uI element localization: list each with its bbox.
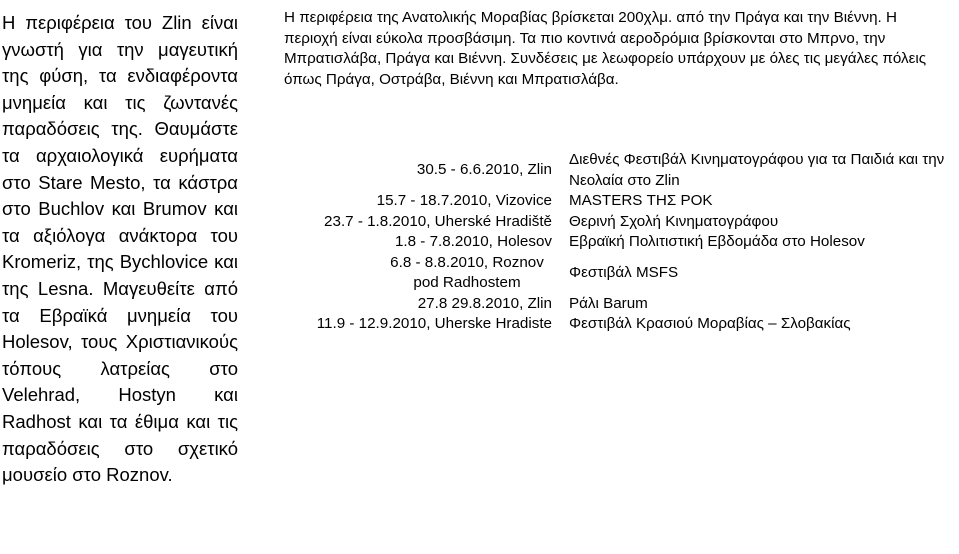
event-name: Θερινή Σχολή Κινηματογράφου bbox=[569, 212, 779, 230]
event-row bbox=[300, 253, 956, 294]
event-name: Εβραϊκή Πολιτιστική Εβδομάδα στο Holesov bbox=[569, 233, 865, 250]
event-row bbox=[300, 314, 956, 335]
event-date: 27.8 29.8.2010, Zlin bbox=[417, 294, 552, 312]
event-date: 1.8 - 7.8.2010, Holesov bbox=[394, 233, 552, 250]
event-name: Φεστιβάλ MSFS bbox=[569, 263, 679, 281]
event-date: 23.7 - 1.8.2010, Uherské Hradiště bbox=[324, 212, 552, 230]
event-date: 30.5 - 6.6.2010, Zlin bbox=[416, 161, 552, 179]
events-table bbox=[300, 150, 956, 335]
event-name: Φεστιβάλ Κρασιού Μοραβίας – Σλοβακίας bbox=[569, 315, 851, 332]
event-name: Διεθνές Φεστιβάλ Κινηματογράφου για τα Παιδιά και την Νεολαία στο Zlin bbox=[569, 151, 945, 189]
event-row bbox=[300, 232, 956, 253]
event-row bbox=[300, 212, 956, 233]
event-name: MASTERS ΤΗΣ ΡΟΚ bbox=[569, 192, 713, 209]
east-moravia-access-info: Η περιφέρεια της Ανατολικής Μοραβίας βρίσκεται 200χλμ. από την Πράγα και την Βιέννη. Η περιοχή είναι εύκολα προσβάσιμη. Τα πιο κοντινά αεροδρόμια βρίσκονται στο Μπρνο, την Μπρατισλάβα, Πράγα και Βιέννη. Συνδέσεις με λεωφορείο υπάρχουν με όλες τις μεγάλες πόλεις όπως Πράγα, Οστράβα, Βιέννη και Μπρατισλάβα. bbox=[284, 9, 927, 88]
event-row bbox=[300, 294, 956, 315]
zlin-region-description: Η περιφέρεια του Zlin είναι γνωστή για την μαγευτική της φύση, τα ενδιαφέροντα μνημεία και τις ζωντανές παραδόσεις της. Θαυμάστε τα αρχαιολογικά ευρήματα στο Stare Mesto, τα κάστρα στο Buchlov και Brumov και τα αξιόλογα ανάκτορα του Kromeriz, της Bychlovice και της Lesna. Μαγευθείτε από τα Εβραϊκά μνημεία του Holesov, τους Χριστιανικούς τόπους λατρείας στο Velehrad, Hostyn και Radhost και τα έθιμα και τις παραδόσεις στο σχετικό μουσείο στο Roznov. bbox=[2, 12, 238, 486]
event-name: Ράλι Barum bbox=[569, 294, 648, 312]
event-date: 15.7 - 18.7.2010, Vizovice bbox=[376, 192, 552, 209]
event-row bbox=[300, 191, 956, 212]
event-date: 6.8 - 8.8.2010, Roznov pod Radhostem bbox=[390, 253, 544, 291]
event-date: 11.9 - 12.9.2010, Uherske Hradiste bbox=[316, 315, 552, 332]
event-row bbox=[300, 150, 956, 191]
